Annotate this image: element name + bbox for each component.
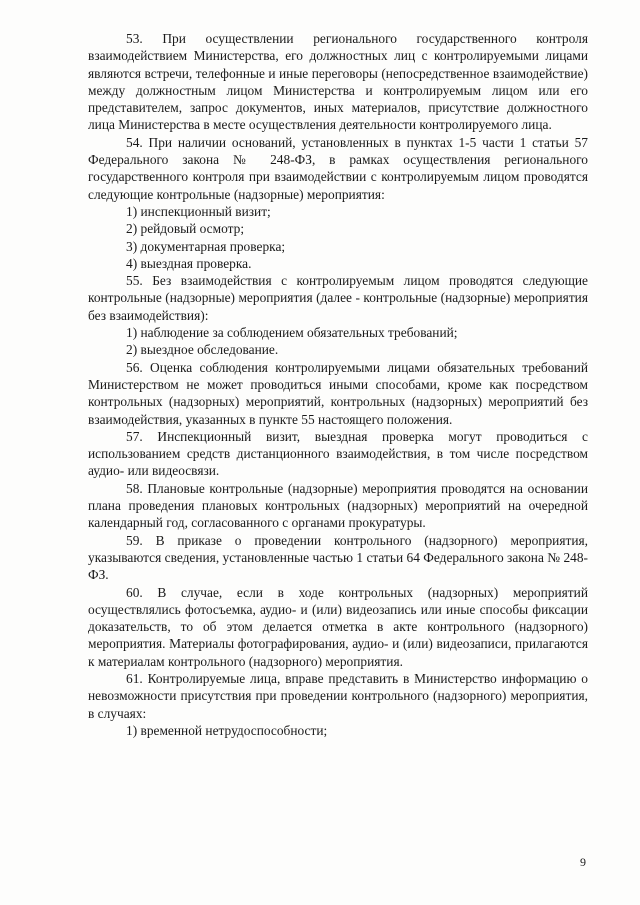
list-item: 1) временной нетрудоспособности;	[126, 722, 328, 738]
document-body	[88, 30, 588, 739]
list-item: 2) выездное обследование.	[126, 342, 279, 358]
paragraph-54: 54. При наличии оснований, установленных в пунктах 1-5 части 1 статьи 57 Федерального закона № 248-ФЗ, в рамках осуществления регионального государственного контроля при взаимодействии с контролируемым лицом проводятся следующие контрольные (надзорные) мероприятия:	[88, 134, 588, 202]
page-number: 9	[580, 855, 586, 869]
paragraph-53: 53. При осуществлении регионального государственного контроля взаимодействием Министерства, его должностных лиц с контролируемыми лицами являются встречи, телефонные и иные переговоры (непосредственное взаимодействие) между должностным лицом Министерства и контролируемым лицом или его представителем, запрос документов, иных материалов, присутствие должностного лица Министерства в месте осуществления деятельности контролируемого лица.	[88, 31, 588, 133]
paragraph-56: 56. Оценка соблюдения контролируемыми лицами обязательных требований Министерством не может проводиться иными способами, кроме как посредством контрольных (надзорных) мероприятий, контрольных (надзорных) мероприятий без взаимодействия, указанных в пункте 55 настоящего положения.	[88, 359, 588, 427]
paragraph-59: 59. В приказе о проведении контрольного (надзорного) мероприятия, указываются сведения, установленные частью 1 статьи 64 Федерального закона № 248-ФЗ.	[88, 532, 588, 583]
list-item: 1) инспекционный визит;	[126, 203, 271, 219]
paragraph-60: 60. В случае, если в ходе контрольных (надзорных) мероприятий осуществлялись фотосъемка, аудио- и (или) видеозапись или иные способы фиксации доказательств, то об этом делается отметка в акте контрольного (надзорного) мероприятия. Материалы фотографирования, аудио- и (или) видеозаписи, прилагаются к материалам контрольного (надзорного) мероприятия.	[88, 584, 588, 669]
list-item: 3) документарная проверка;	[126, 238, 286, 254]
paragraph-58: 58. Плановые контрольные (надзорные) мероприятия проводятся на основании плана проведения плановых контрольных (надзорных) мероприятий на очередной календарный год, согласованного с органами прокуратуры.	[88, 480, 588, 531]
list-item: 4) выездная проверка.	[126, 255, 252, 271]
paragraph-55: 55. Без взаимодействия с контролируемым лицом проводятся следующие контрольные (надзорные) мероприятия (далее - контрольные (надзорные) мероприятия без взаимодействия):	[88, 273, 588, 323]
paragraph-57: 57. Инспекционный визит, выездная проверка могут проводиться с использованием средств дистанционного взаимодействия, в том числе посредством аудио- или видеосвязи.	[88, 428, 588, 479]
paragraph-61: 61. Контролируемые лица, вправе представить в Министерство информацию о невозможности присутствия при проведении контрольного (надзорного) мероприятия, в случаях:	[88, 670, 588, 721]
list-item: 1) наблюдение за соблюдением обязательных требований;	[126, 325, 458, 341]
list-item: 2) рейдовый осмотр;	[126, 221, 245, 237]
